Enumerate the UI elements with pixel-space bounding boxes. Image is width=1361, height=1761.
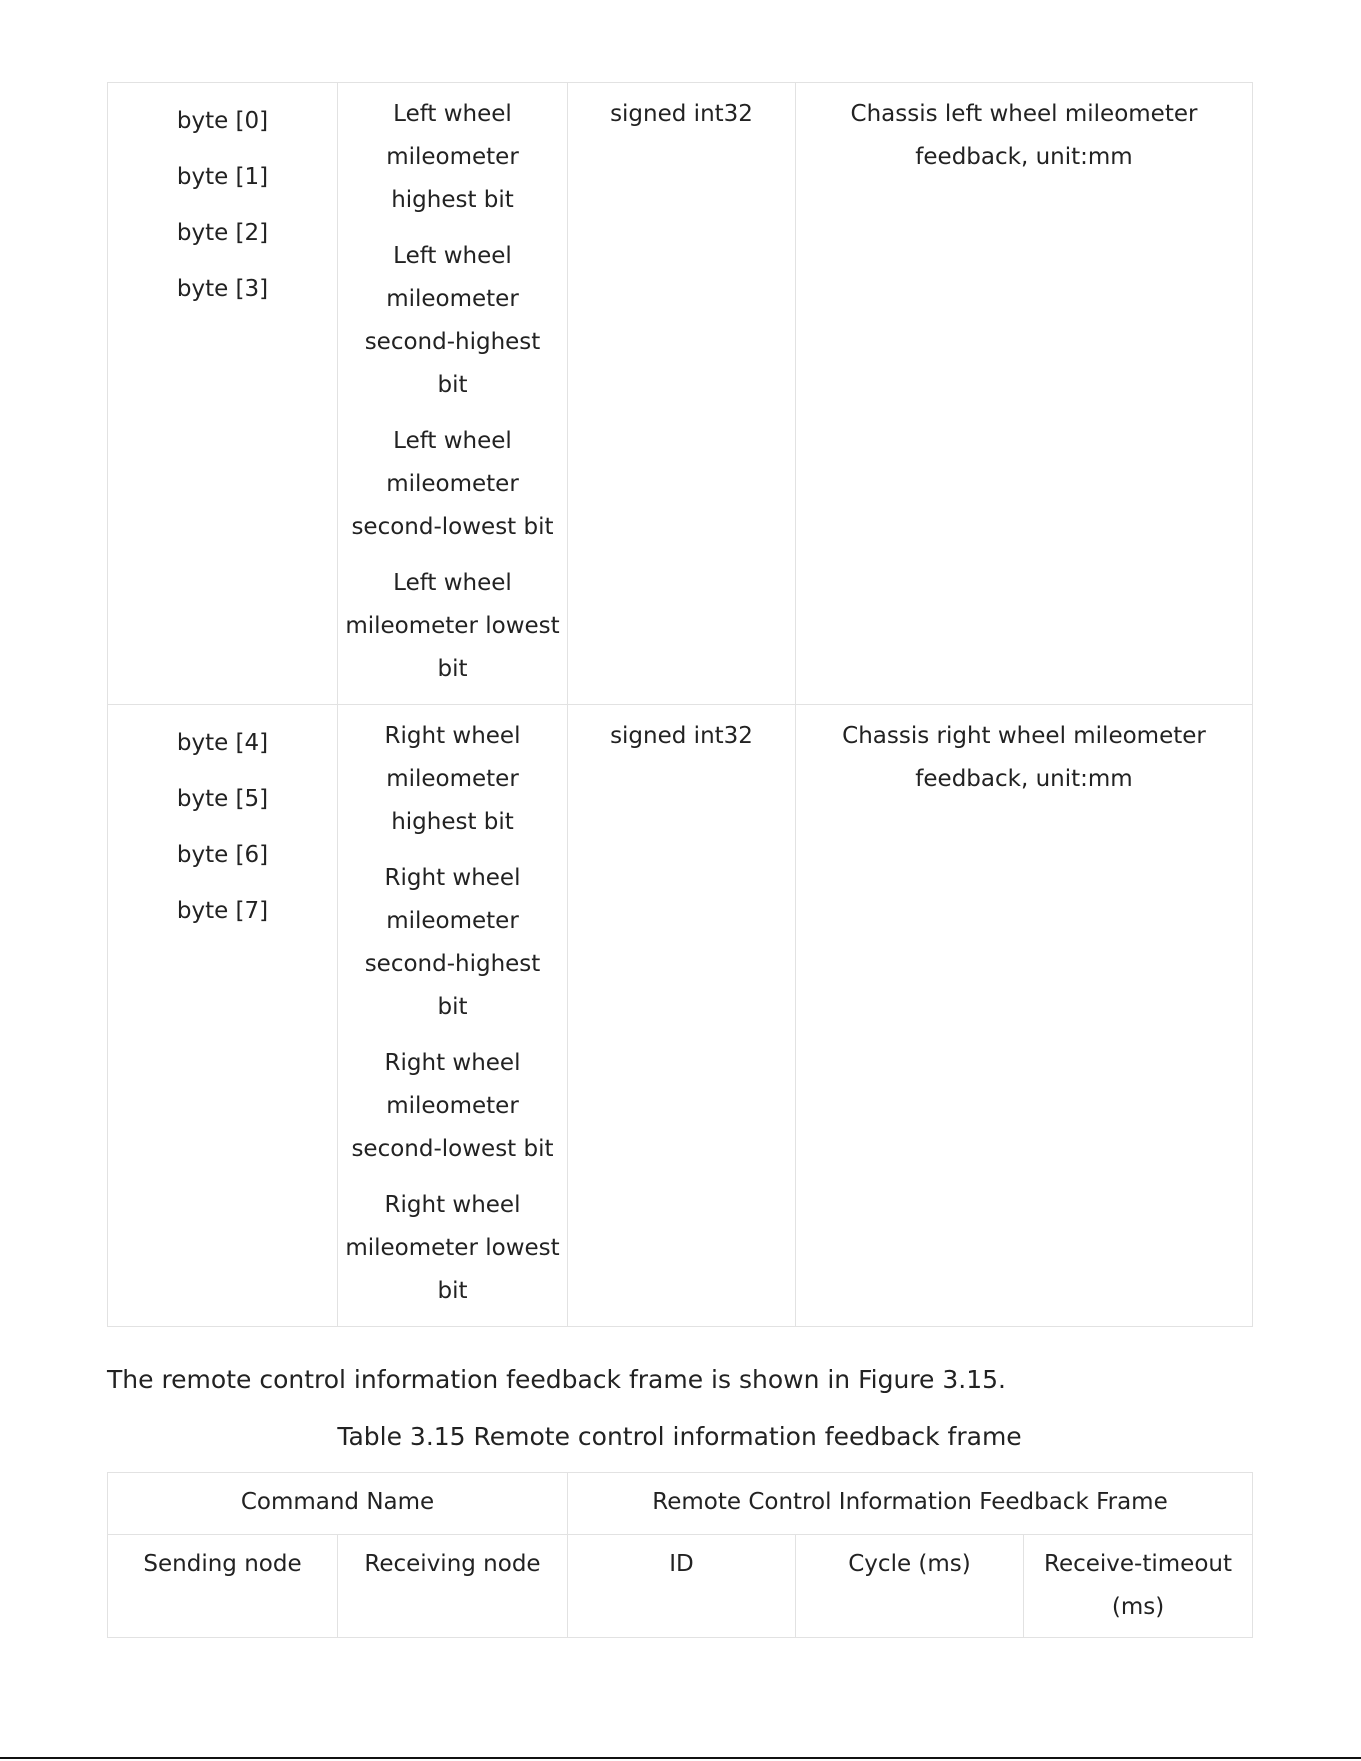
remark-line: Chassis left wheel mileometer [850, 101, 1198, 127]
intro-paragraph: The remote control information feedback frame is shown in Figure 3.15. [107, 1365, 1006, 1394]
receive-timeout-cell [1024, 1535, 1253, 1638]
remark-cell [796, 705, 1253, 1327]
cycle-header: Cycle (ms) [848, 1551, 971, 1577]
table-row [108, 705, 1253, 1327]
description-line: highest bit [391, 809, 514, 835]
description-line: bit [437, 372, 468, 398]
byte-label: byte [4] [176, 730, 269, 756]
remote-control-frame-table [107, 1472, 1253, 1638]
description-line: highest bit [391, 187, 514, 213]
byte-label: byte [7] [176, 898, 269, 924]
command-name-value-cell [568, 1473, 1253, 1535]
receiving-node-cell [338, 1535, 568, 1638]
remark-line: Chassis right wheel mileometer [842, 723, 1206, 749]
byte-description [338, 420, 567, 549]
byte-label: byte [5] [176, 786, 269, 812]
description-cell [338, 83, 568, 705]
remark-line: feedback, unit:mm [915, 144, 1133, 170]
description-line: Left wheel [393, 243, 512, 269]
byte-description [338, 715, 567, 844]
description-line: mileometer [386, 908, 519, 934]
command-name-value: Remote Control Information Feedback Frame [652, 1489, 1168, 1515]
byte-description [338, 235, 567, 407]
byte-cell [108, 705, 338, 1327]
receive-timeout-header: Receive-timeout [1044, 1551, 1232, 1577]
description-line: mileometer lowest [345, 1235, 560, 1261]
description-line: Right wheel [384, 1050, 521, 1076]
description-line: Right wheel [384, 1192, 521, 1218]
type-cell [568, 705, 796, 1327]
description-line: mileometer [386, 144, 519, 170]
byte-label: byte [0] [176, 108, 269, 134]
description-line: Left wheel [393, 570, 512, 596]
description-line: Right wheel [384, 723, 521, 749]
description-line: second-highest [364, 951, 541, 977]
description-line: mileometer [386, 1093, 519, 1119]
byte-label: byte [6] [176, 842, 269, 868]
description-cell [338, 705, 568, 1327]
receiving-node-header: Receiving node [364, 1551, 541, 1577]
mileometer-byte-table [107, 82, 1253, 1327]
byte-description [338, 93, 567, 222]
description-line: bit [437, 656, 468, 682]
command-name-label-cell [108, 1473, 568, 1535]
description-line: mileometer lowest [345, 613, 560, 639]
table-row [108, 1473, 1253, 1535]
cycle-cell [796, 1535, 1024, 1638]
description-line: second-highest [364, 329, 541, 355]
byte-label: byte [2] [176, 220, 269, 246]
command-name-label: Command Name [240, 1489, 435, 1515]
type-cell [568, 83, 796, 705]
description-line: mileometer [386, 471, 519, 497]
remark-line: feedback, unit:mm [915, 766, 1133, 792]
description-line: bit [437, 1278, 468, 1304]
description-line: Left wheel [393, 101, 512, 127]
description-line: second-lowest bit [351, 514, 554, 540]
table-caption: Table 3.15 Remote control information feedback frame [337, 1422, 1022, 1451]
sending-node-header: Sending node [143, 1551, 302, 1577]
byte-description [338, 562, 567, 691]
byte-description [338, 1042, 567, 1171]
description-line: mileometer [386, 286, 519, 312]
byte-label: byte [1] [176, 164, 269, 190]
byte-description [338, 857, 567, 1029]
byte-description [338, 1184, 567, 1313]
description-line: mileometer [386, 766, 519, 792]
page-bottom-rule [0, 1757, 1361, 1759]
sending-node-cell [108, 1535, 338, 1638]
description-line: bit [437, 994, 468, 1020]
description-line: Right wheel [384, 865, 521, 891]
description-line: second-lowest bit [351, 1136, 554, 1162]
remark-cell [796, 83, 1253, 705]
receive-timeout-unit: (ms) [1111, 1594, 1165, 1620]
id-header: ID [669, 1551, 694, 1577]
data-type: signed int32 [610, 723, 753, 749]
id-cell [568, 1535, 796, 1638]
byte-label: byte [3] [176, 276, 269, 302]
table-row [108, 1535, 1253, 1638]
description-line: Left wheel [393, 428, 512, 454]
table-row [108, 83, 1253, 705]
data-type: signed int32 [610, 101, 753, 127]
byte-cell [108, 83, 338, 705]
